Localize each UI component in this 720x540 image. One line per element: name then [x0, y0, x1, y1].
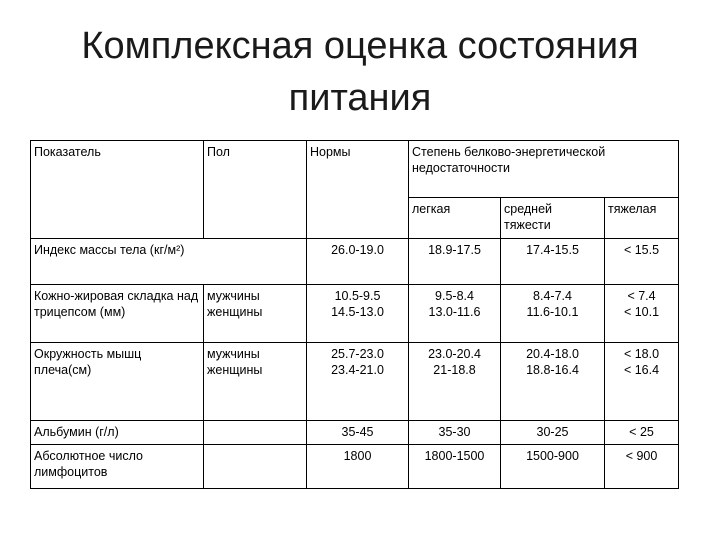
table-row [31, 285, 679, 343]
table-row [31, 445, 679, 489]
row-severe: < 25 [605, 421, 679, 445]
row-sex: мужчины женщины [204, 343, 307, 421]
row-name: Альбумин (г/л) [31, 421, 204, 445]
row-mild: 18.9-17.5 [409, 239, 501, 285]
header-severe: тяжелая [605, 198, 679, 239]
row-norm: 26.0-19.0 [307, 239, 409, 285]
table-row [31, 239, 679, 285]
row-name: Кожно-жировая складка над трицепсом (мм) [31, 285, 204, 343]
row-mild: 23.0-20.4 21-18.8 [409, 343, 501, 421]
row-moderate: 1500-900 [501, 445, 605, 489]
row-severe: < 18.0 < 16.4 [605, 343, 679, 421]
row-moderate: 20.4-18.0 18.8-16.4 [501, 343, 605, 421]
table-row [31, 421, 679, 445]
header-moderate: средней тяжести [501, 198, 605, 239]
title-line-2: питания [288, 77, 432, 119]
title-line-1: Комплексная оценка состояния [81, 25, 639, 67]
row-severe: < 7.4 < 10.1 [605, 285, 679, 343]
row-sex [204, 421, 307, 445]
row-name: Индекс массы тела (кг/м²) [31, 239, 307, 285]
header-sex: Пол [204, 141, 307, 239]
header-deficiency: Степень белково-энергетической недостаточности [409, 141, 679, 198]
row-norm: 10.5-9.5 14.5-13.0 [307, 285, 409, 343]
row-severe: < 15.5 [605, 239, 679, 285]
row-sex: мужчины женщины [204, 285, 307, 343]
row-name: Абсолютное число лимфоцитов [31, 445, 204, 489]
table-row [31, 343, 679, 421]
row-moderate: 8.4-7.4 11.6-10.1 [501, 285, 605, 343]
row-mild: 1800-1500 [409, 445, 501, 489]
header-indicator: Показатель [31, 141, 204, 239]
row-severe: < 900 [605, 445, 679, 489]
row-norm: 35-45 [307, 421, 409, 445]
row-sex [204, 445, 307, 489]
row-mild: 9.5-8.4 13.0-11.6 [409, 285, 501, 343]
header-row [31, 141, 679, 198]
row-name: Окружность мышц плеча(см) [31, 343, 204, 421]
nutrition-assessment-table [30, 140, 679, 489]
header-norms: Нормы [307, 141, 409, 239]
row-moderate: 30-25 [501, 421, 605, 445]
row-norm: 1800 [307, 445, 409, 489]
header-mild: легкая [409, 198, 501, 239]
slide-title [60, 20, 660, 124]
row-moderate: 17.4-15.5 [501, 239, 605, 285]
row-mild: 35-30 [409, 421, 501, 445]
row-norm: 25.7-23.0 23.4-21.0 [307, 343, 409, 421]
